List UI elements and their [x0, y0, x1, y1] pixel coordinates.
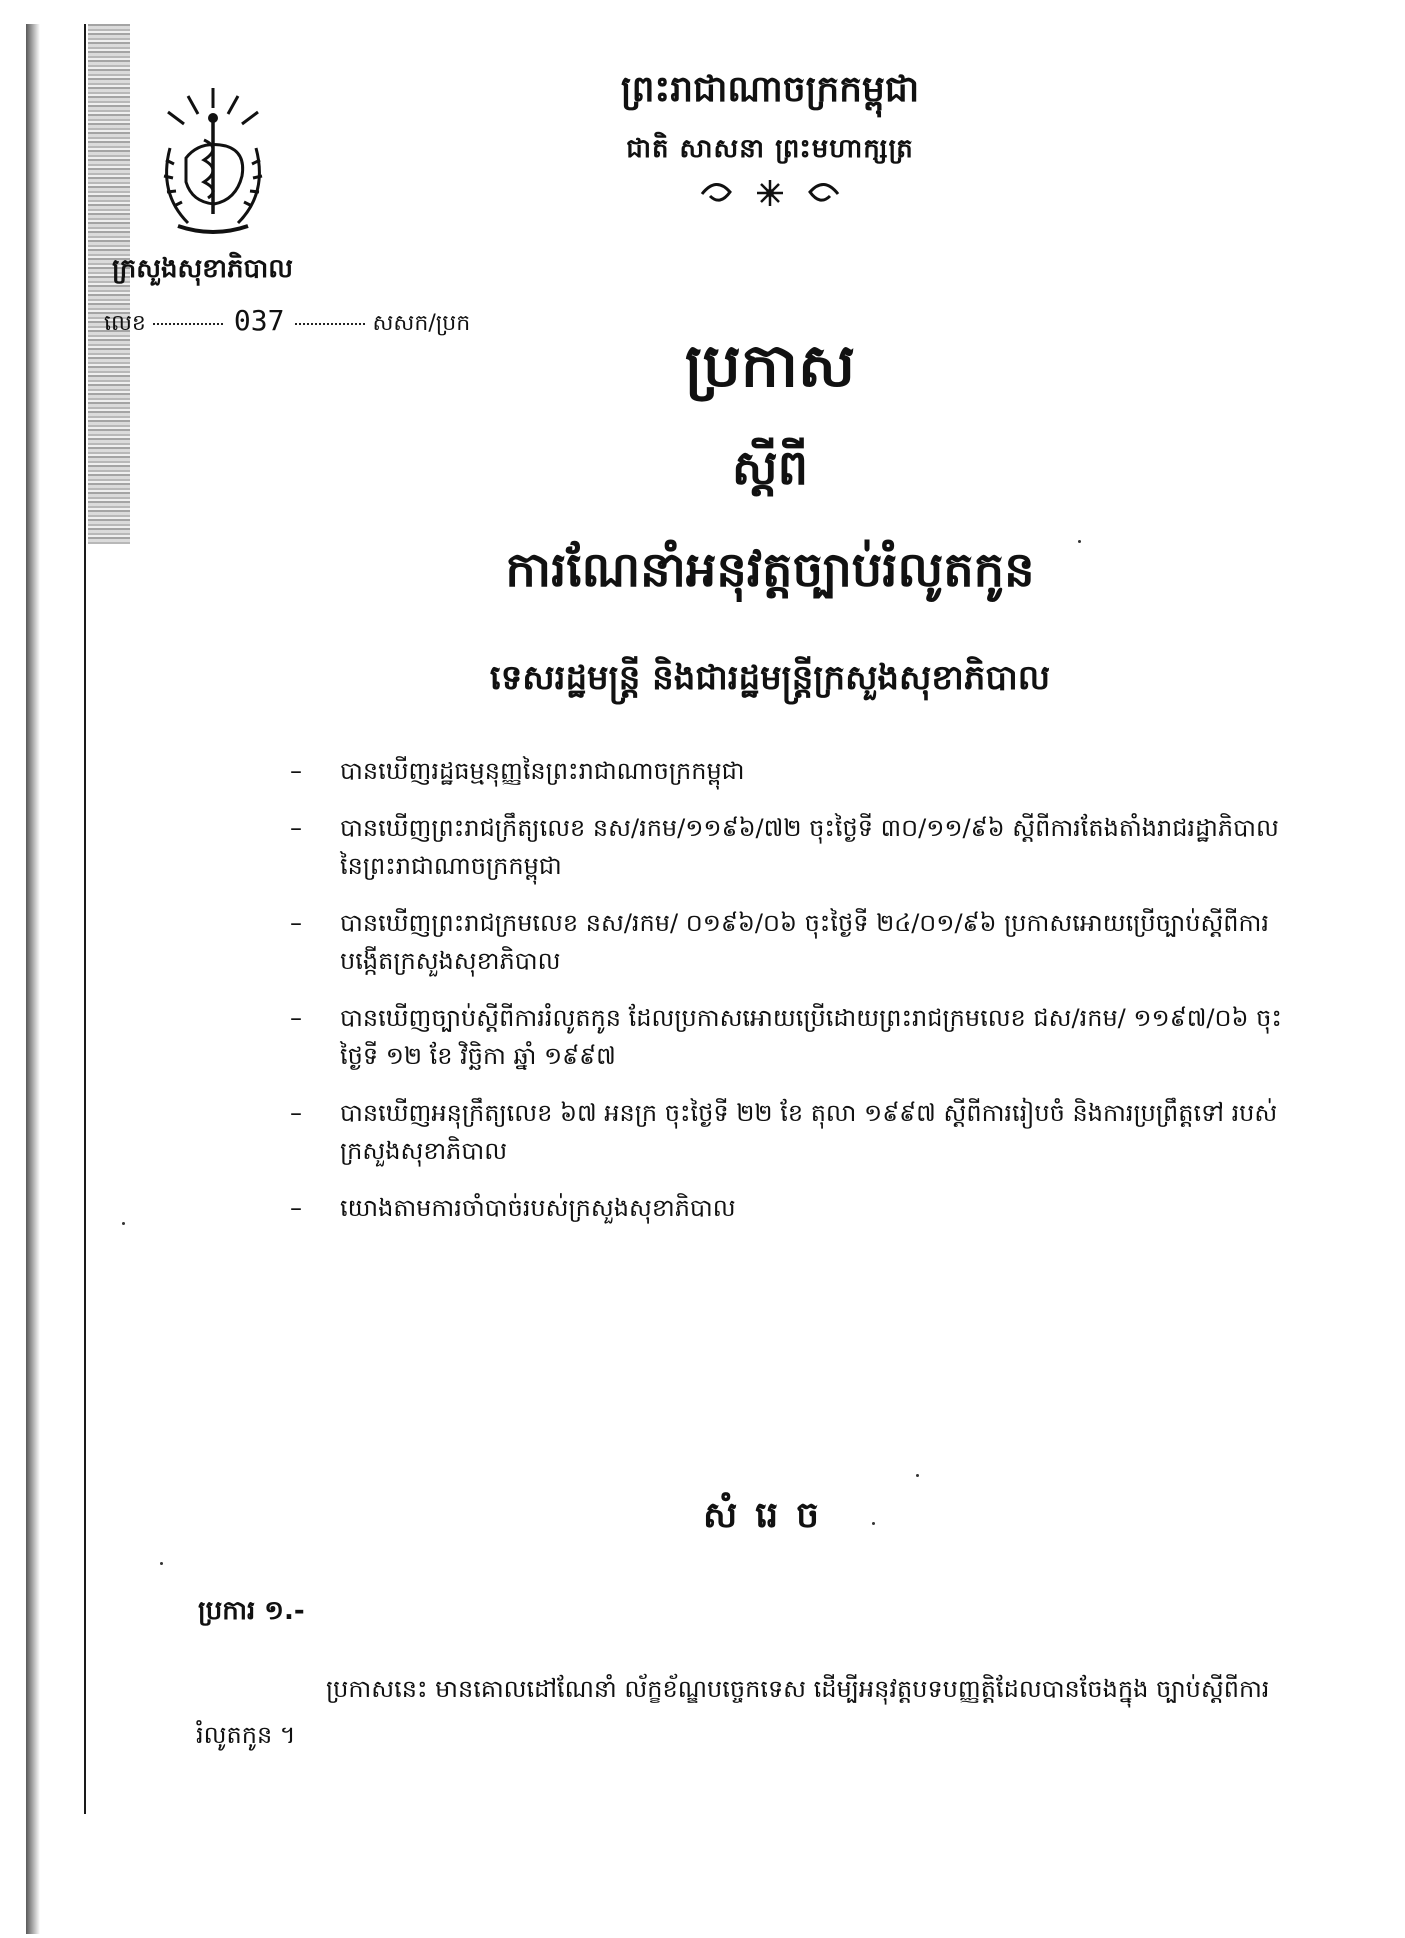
consideration-item: [290, 999, 1300, 1075]
document-about: ស្តីពី: [731, 440, 809, 496]
bullet-dash: –: [290, 1099, 302, 1127]
issuing-authority: ទេសរដ្ឋមន្ត្រី និងជារដ្ឋមន្ត្រីក្រសួងសុខាភិបាល: [489, 658, 1051, 698]
document-type: ប្រកាស: [684, 331, 856, 401]
ministry-seal-icon: [148, 78, 278, 248]
reference-dotline: [295, 323, 365, 325]
consideration-item: [290, 1189, 1300, 1227]
document-subject: ការណែនាំអនុវត្តច្បាប់រំលូតកូន: [505, 542, 1035, 598]
consideration-text: បានឃើញអនុក្រឹត្យលេខ ៦៧ អនក្រ ចុះថ្ងៃទី ២២ ខែ តុលា ១៩៩៧ ស្តីពីការរៀបចំ និងការប្រព្រឹត្តទៅ របស់ក្រសួងសុខាភិបាល: [340, 1099, 1278, 1165]
bullet-dash: –: [290, 1004, 302, 1032]
consideration-text: បានឃើញរដ្ឋធម្មនុញ្ញនៃព្រះរាជាណាចក្រកម្ពុជា: [340, 757, 745, 785]
scan-speck: [916, 1474, 919, 1477]
scan-margin-line: [84, 24, 86, 1814]
ornament-divider-icon: [690, 172, 850, 212]
kingdom-heading: ព្រះរាជាណាចក្រកម្ពុជា: [620, 69, 920, 110]
consideration-item: [290, 904, 1300, 980]
reference-dotline: [153, 323, 223, 325]
consideration-item: [290, 1094, 1300, 1170]
reference-number-value: 037: [233, 304, 285, 337]
scan-speck: [122, 1222, 125, 1225]
bullet-dash: –: [290, 757, 302, 785]
reference-prefix: លេខ: [104, 311, 146, 336]
consideration-text: បានឃើញច្បាប់ស្តីពីការរំលូតកូន ដែលប្រកាសអោយប្រើដោយព្រះរាជក្រមលេខ ជស/រកម/ ១១៩៧/០៦ ចុះថ្ងៃទី ១២ ខែ វិច្ឆិកា ឆ្នាំ ១៩៩៧: [340, 1004, 1282, 1070]
considerations-list: [290, 752, 1300, 1246]
consideration-text: បានឃើញព្រះរាជក្រឹត្យលេខ នស/រកម/១១៩៦/៧២ ចុះថ្ងៃទី ៣០/១១/៩៦ ស្តីពីការតែងតាំងរាជរដ្ឋាភិបាល នៃព្រះរាជាណាចក្រកម្ពុជា: [340, 814, 1279, 880]
consideration-text: យោងតាមការចាំបាច់របស់ក្រសួងសុខាភិបាល: [340, 1194, 736, 1222]
bullet-dash: –: [290, 814, 302, 842]
article-label: ប្រការ ១.-: [198, 1596, 305, 1626]
reference-number: [104, 304, 470, 341]
consideration-item: [290, 809, 1300, 885]
scan-binding-edge: [26, 24, 40, 1934]
national-motto: ជាតិ សាសនា ព្រះមហាក្សត្រ: [626, 134, 914, 164]
consideration-item: [290, 752, 1300, 790]
bullet-dash: –: [290, 1194, 302, 1222]
scan-speck: [160, 1562, 163, 1565]
decision-heading: សំរេច: [703, 1495, 837, 1536]
scan-speck: [1078, 540, 1081, 543]
reference-suffix: សសក/ប្រក: [372, 311, 471, 336]
consideration-text: បានឃើញព្រះរាជក្រមលេខ នស/រកម/ ០១៩៦/០៦ ចុះថ្ងៃទី ២៤/០១/៩៦ ប្រកាសអោយប្រើច្បាប់ស្តីពីការ បង្កើតក្រសួងសុខាភិបាល: [340, 909, 1270, 975]
bullet-dash: –: [290, 909, 302, 937]
scan-speck: [872, 1522, 875, 1525]
article-body: ប្រកាសនេះ មានគោលដៅណែនាំ ល័ក្ខខ័ណ្ឌបច្ចេកទេស ដើម្បីអនុវត្តបទបញ្ញត្តិដែលបានចែងក្នុង ច្បាប់ស្តីពីការរំលូតកូន ។: [196, 1675, 1270, 1749]
ministry-name: ក្រសួងសុខាភិបាល: [112, 254, 294, 284]
